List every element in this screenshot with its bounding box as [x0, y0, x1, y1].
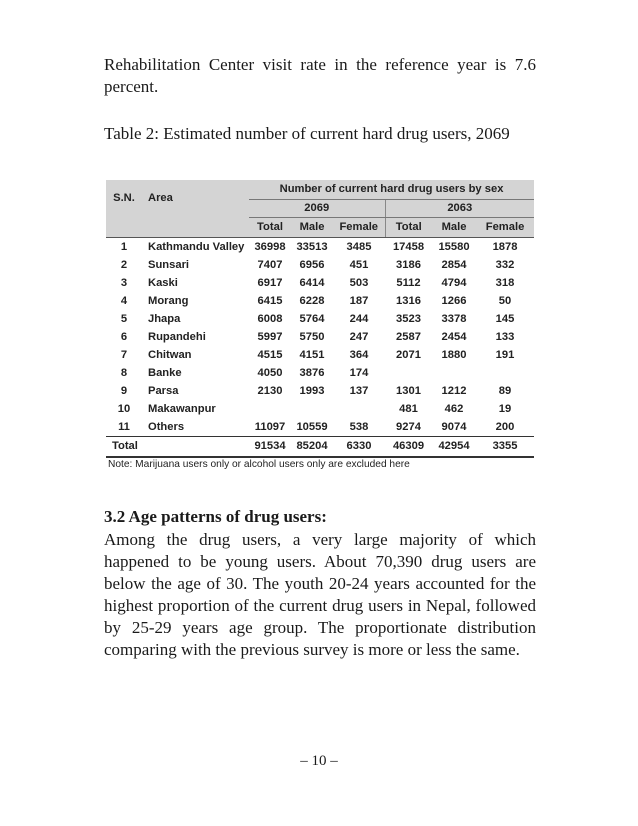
header-blank-sn — [106, 218, 142, 238]
table-row — [106, 256, 534, 274]
row-value: 133 — [495, 331, 515, 343]
table-body — [106, 238, 534, 458]
row-value: 6956 — [299, 259, 325, 271]
row-value: 2587 — [396, 331, 421, 343]
row-area: Banke — [148, 367, 182, 379]
table-row — [106, 346, 534, 364]
row-value: 15580 — [438, 241, 470, 253]
row-sn: 11 — [118, 421, 130, 433]
row-area: Chitwan — [148, 349, 192, 361]
row-value: 3876 — [299, 367, 325, 379]
row-value: 2854 — [441, 259, 467, 271]
total-value: 46309 — [385, 437, 432, 458]
row-value: 36998 — [254, 241, 286, 253]
table-note: Note: Marijuana users only or alcohol users only are excluded here — [108, 459, 410, 470]
row-sn: 10 — [117, 403, 131, 415]
row-value: 2130 — [257, 385, 283, 397]
intro-paragraph: Rehabilitation Center visit rate in the reference year is 7.6 percent. — [104, 55, 536, 96]
total-value: 3355 — [476, 437, 534, 458]
table-row — [106, 418, 534, 437]
row-value: 1880 — [441, 349, 467, 361]
row-value: 4794 — [441, 277, 467, 289]
row-value — [385, 364, 432, 382]
row-value: 2454 — [441, 331, 467, 343]
row-value: 33513 — [296, 241, 328, 253]
row-value: 50 — [498, 295, 512, 307]
row-area: Kathmandu Valley — [148, 241, 245, 253]
row-area: Kaski — [148, 277, 178, 289]
row-value: 5764 — [299, 313, 325, 325]
row-value: 4050 — [257, 367, 283, 379]
row-sn: 8 — [120, 367, 128, 379]
row-sn: 5 — [120, 313, 128, 325]
row-value — [432, 364, 476, 382]
header-male-2063: Male — [432, 218, 476, 238]
header-sn: S.N. — [106, 180, 142, 218]
row-value: 5112 — [396, 277, 421, 289]
row-value: 19 — [498, 403, 512, 415]
table-row — [106, 364, 534, 382]
row-area: Sunsari — [148, 259, 190, 271]
row-value: 145 — [495, 313, 515, 325]
row-sn: 7 — [120, 349, 128, 361]
row-value: 451 — [349, 259, 369, 271]
table-row — [106, 238, 534, 257]
row-value: 137 — [349, 385, 369, 397]
table-figure — [106, 180, 534, 470]
row-value: 462 — [444, 403, 464, 415]
drug-users-table — [106, 180, 534, 458]
row-value: 6228 — [299, 295, 325, 307]
row-value: 1212 — [441, 385, 467, 397]
page-number: – 10 – — [300, 753, 338, 769]
header-blank-area — [142, 218, 249, 238]
row-value — [476, 364, 534, 382]
section-heading: 3.2 Age patterns of drug users: — [104, 507, 327, 526]
row-value: 244 — [349, 313, 369, 325]
row-value: 89 — [498, 385, 512, 397]
row-value: 5997 — [257, 331, 283, 343]
header-area: Area — [142, 180, 249, 218]
table-row — [106, 400, 534, 418]
row-value: 9074 — [441, 421, 467, 433]
row-value: 5750 — [299, 331, 325, 343]
row-area: Morang — [148, 295, 189, 307]
table-row — [106, 274, 534, 292]
row-value: 3378 — [441, 313, 467, 325]
row-value: 1266 — [441, 295, 467, 307]
total-value: 91534 — [249, 437, 291, 458]
row-value: 1878 — [492, 241, 518, 253]
row-value — [333, 400, 385, 418]
header-male-2069: Male — [291, 218, 333, 238]
total-value: 6330 — [333, 437, 385, 458]
table-row — [106, 382, 534, 400]
row-value: 332 — [495, 259, 515, 271]
row-value: 200 — [495, 421, 515, 433]
row-value: 3186 — [396, 259, 421, 271]
body-paragraph: Among the drug users, a very large majority of which happened to be young users. About 70,390 drug users are below the age of 30. The youth 20-24 years accounted for the highest proportion of the current drug users in Nepal, followed by 25-29 years age group. The proportionate distribution comparing with the previous survey is more or less the same. — [104, 530, 536, 659]
row-value: 11097 — [254, 421, 286, 433]
row-value: 6414 — [299, 277, 325, 289]
row-area: Parsa — [148, 385, 179, 397]
header-total-2063: Total — [385, 218, 432, 238]
row-value: 6008 — [257, 313, 283, 325]
table-row — [106, 292, 534, 310]
row-area: Rupandehi — [148, 331, 206, 343]
row-value: 4151 — [299, 349, 325, 361]
header-year-2069: 2069 — [249, 200, 385, 218]
row-value: 6917 — [257, 277, 283, 289]
row-value: 191 — [495, 349, 515, 361]
header-group: Number of current hard drug users by sex — [249, 180, 534, 200]
header-female-2063: Female — [476, 218, 534, 238]
table-row-total — [106, 437, 534, 458]
row-sn: 6 — [120, 331, 128, 343]
row-value — [291, 400, 333, 418]
row-value: 9274 — [396, 421, 421, 433]
header-female-2069: Female — [333, 218, 385, 238]
row-value: 1301 — [396, 385, 421, 397]
row-value: 538 — [349, 421, 369, 433]
row-sn: 1 — [120, 241, 128, 253]
row-value — [249, 400, 291, 418]
table-row — [106, 328, 534, 346]
row-value: 3485 — [346, 241, 372, 253]
row-value: 6415 — [257, 295, 283, 307]
row-value: 187 — [349, 295, 369, 307]
table-row — [106, 310, 534, 328]
table-caption: Table 2: Estimated number of current hard drug users, 2069 — [104, 124, 510, 143]
row-value: 481 — [399, 403, 418, 415]
row-value: 1316 — [396, 295, 421, 307]
row-value: 7407 — [257, 259, 283, 271]
row-value: 364 — [349, 349, 369, 361]
row-value: 2071 — [396, 349, 421, 361]
row-value: 318 — [495, 277, 515, 289]
row-value: 3523 — [396, 313, 421, 325]
row-value: 10559 — [296, 421, 328, 433]
row-value: 4515 — [257, 349, 283, 361]
row-value: 503 — [349, 277, 369, 289]
row-sn: 2 — [120, 259, 128, 271]
row-sn: 9 — [120, 385, 128, 397]
total-label: Total — [106, 437, 249, 458]
row-value: 174 — [349, 367, 369, 379]
row-area: Jhapa — [148, 313, 181, 325]
header-year-2063: 2063 — [385, 200, 534, 218]
row-value: 1993 — [299, 385, 325, 397]
total-value: 42954 — [432, 437, 476, 458]
row-sn: 4 — [120, 295, 128, 307]
row-sn: 3 — [120, 277, 128, 289]
row-value: 247 — [349, 331, 369, 343]
row-value: 17458 — [392, 241, 425, 253]
row-area: Others — [148, 421, 185, 433]
header-total-2069: Total — [249, 218, 291, 238]
row-area: Makawanpur — [148, 403, 216, 415]
total-value: 85204 — [291, 437, 333, 458]
